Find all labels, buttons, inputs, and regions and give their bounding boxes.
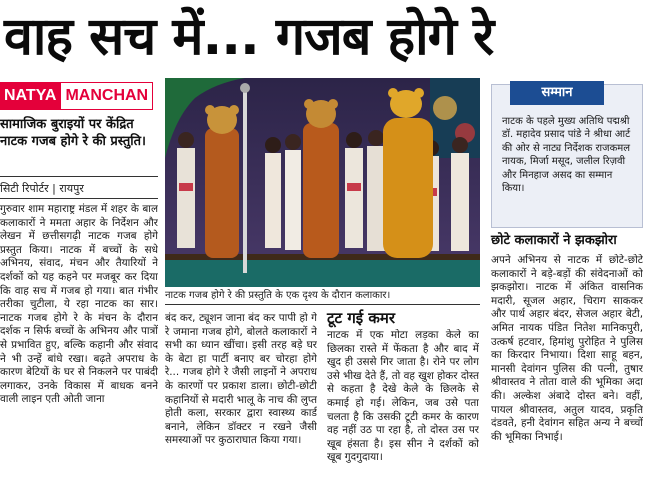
divider <box>0 198 158 199</box>
badge-manchan: MANCHAN <box>60 82 153 110</box>
honour-sidebar <box>491 84 643 228</box>
badge-natya: NATYA <box>0 82 60 110</box>
article-column-1: गुरुवार शाम महाराष्ट्र मंडल में शहर के बाल कलाकारों ने ममता अहार के निर्देशन और लेखन में छत्तीसगढ़ी नाटक गजब होगे प्रस्तुत किया। नाटक में बच्चों के सधे अभिनय, संवाद, मंचन और तैयारियों ने दर्शकों को यह कहने पर मजबूर कर दिया कि वाह सच में गजब हो गया। बात गंभीर तरीका चुटीला, ये रहा नाटक का सार। नाटक गजब होगे रे के मंचन के दौरान दर्शक न सिर्फ बच्चों के अभिनय और पात्रों से प्रभावित हुए, बल्कि कहानी और संवाद ने भी उन्हें बांधे रखा। बढ़ते अपराध के कारण बेटियों के घर से निकलने पर पाबंदी लगाकर, उनके विकास में बाधक बनने वाली लाइन एती ओती जाना <box>0 203 158 406</box>
article-column-2: बंद कर, ट्यूशन जाना बंद कर पापी हो गे रे जमाना गजब होगे, बोलते कलाकारों ने सभी का ध्यान खींचा। इसी तरह बड़े घर के बेटा हा पार्टी बनाए बर चोरहा होगे रे... गजब होगे रे जैसी लाइनों ने अपराध के कारणों पर प्रकाश डाला। छोटी-छोटी कहानियों से मदारी भालू के नाच की लुप्त होती कला, सरकार द्वारा स्वास्थ्य कार्ड बनाने, लेकिन डॉक्टर न रखने जैसी समस्याओं पर कुठाराघात किया गया। <box>165 312 317 447</box>
stage-photo <box>165 78 480 287</box>
sidebar-text: नाटक के पहले मुख्य अतिथि पद्मश्री डॉ. महादेव प्रसाद पांडे ने श्रीधा आर्ट की ओर से नाट्य निर्देशक राजकमल नायक, मिर्जा मसूद, जलील रिज़वी और मिनहाज असद का सम्मान किया। <box>502 116 631 195</box>
section-badge <box>0 82 152 110</box>
headline: वाह सच में... गजब होगे रे <box>4 7 494 67</box>
article-column-3: नाटक में एक मोटा लड़का केले का छिलका रास्ते में फेंकता है और बाद में खुद ही उससे गिर जाता है। रोने पर लोग उसे भीख देते हैं, तो वह खुश होकर दोस्त से कहता है देखे केले के छिलके से कमाई हो गई। लेकिन, जब उसे पता चलता है कि उसकी टूटी कमर के कारण वह नहीं उठ पा रहा है, तो दोस्त उस पर खूब हंसता है। इस सीन ने दर्शकों को खूब गुदगुदाया। <box>327 329 479 464</box>
divider <box>0 176 158 177</box>
divider <box>165 304 480 305</box>
sidebar-tag: सम्मान <box>510 81 604 105</box>
article-subheadline: सामाजिक बुराइयों पर केंद्रित नाटक गजब होगे रे की प्रस्तुति। <box>0 117 146 149</box>
column-4-subheadline: छोटे कलाकारों ने झकझोरा <box>491 233 617 248</box>
photo-caption: नाटक गजब होगे रे की प्रस्तुति के एक दृश्य के दौरान कलाकार। <box>165 290 391 301</box>
article-column-4: अपने अभिनय से नाटक में छोटे-छोटे कलाकारों ने बड़े-बड़ों की संवेदनाओं को झकझोरा। नाटक में अंकित वासनिक मदारी, सूजल अहार, चिराग साककर और पार्थ अहार बंदर, सेजल अहार बेटी, अमित नायक पंडित नितेश मानिकपुरी, उत्कर्ष हटवार, हिमांशु पुरोहित ने पुलिस का किरदार निभाया। दिशा साहू बहन, मानसी देवांगन पुलिस की पत्नी, तुषार श्रीवास्तव ने तोता वाले की भूमिका अदा की। अल्केश अंबादे दोस्त बने। वहीं, पायल श्रीवास्तव, अतुल यादव, प्रकृति दंडवते, हनी देवांगन सहित अन्य ने बच्चों की भूमिका निभाई। <box>491 254 643 443</box>
byline: सिटी रिपोर्टर | रायपुर <box>0 182 84 195</box>
column-3-subheadline: टूट गई कमर <box>327 309 395 327</box>
